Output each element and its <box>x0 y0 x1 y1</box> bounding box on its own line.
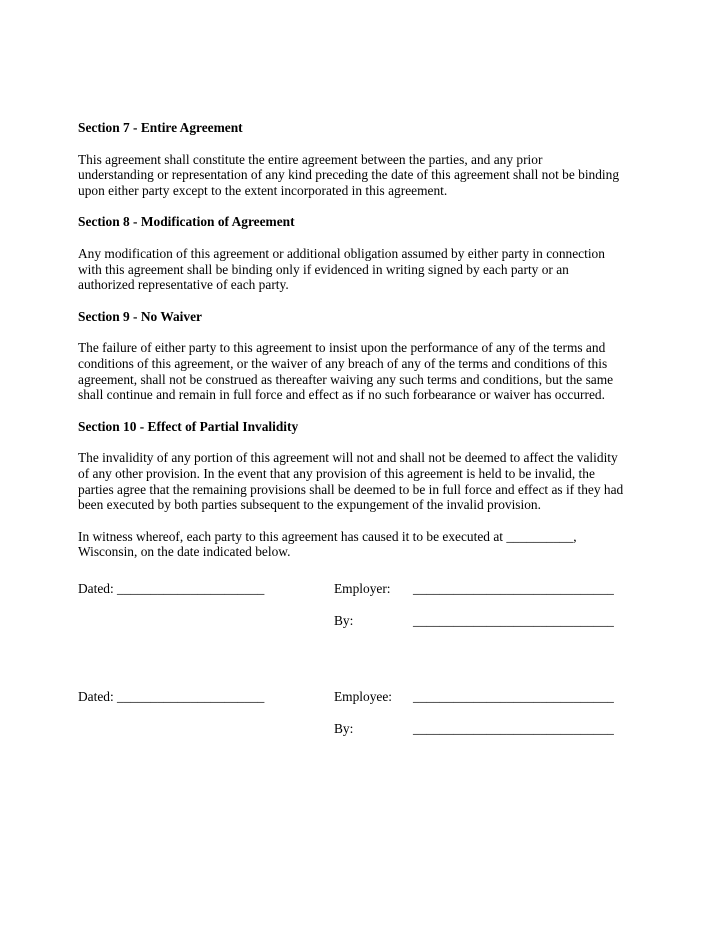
employee-by-line: ______________________________ <box>413 721 614 736</box>
employee-by-label: By: <box>334 721 354 736</box>
employee-dated-line: Dated: ______________________ <box>78 689 265 704</box>
employee-signature-line: ______________________________ <box>413 689 614 704</box>
section-10-text: The invalidity of any portion of this agreement will not and shall not be deemed to affect the validity of any other provision. In the event that any provision of this agreement is held to be invalid, the parties agree that the remaining provisions shall be deemed to be in full force and effect as if they had been executed by both parties subsequent to the expungement of the invalid provision. <box>78 450 624 513</box>
witness-clause: In witness whereof, each party to this agreement has caused it to be executed at __________, Wisconsin, on the date indicated below. <box>78 528 577 560</box>
section-7-heading: Section 7 - Entire Agreement <box>78 120 243 135</box>
section-10-heading: Section 10 - Effect of Partial Invalidity <box>78 418 299 434</box>
section-9-heading: Section 9 - No Waiver <box>78 308 202 324</box>
employer-dated-line: Dated: ______________________ <box>78 581 265 596</box>
section-8-heading: Section 8 - Modification of Agreement <box>78 214 295 230</box>
employer-by-line: ______________________________ <box>413 613 614 628</box>
employer-signature-line: ______________________________ <box>413 581 614 596</box>
employer-by-label: By: <box>334 613 354 628</box>
employee-label: Employee: <box>334 689 393 704</box>
section-8-text: Any modification of this agreement or additional obligation assumed by either party in connection with this agreement shall be binding only if evidenced in writing signed by each party or an authorized representative of each party. <box>78 245 605 293</box>
section-9-text: The failure of either party to this agreement to insist upon the performance of any of the terms and conditions of this agreement, or the waiver of any breach of any of the terms and conditions of this agreement, shall not be construed as thereafter waiving any such terms and conditions, but the same shall continue and remain in full force and effect as if no such forbearance or waiver has occurred. <box>78 340 614 403</box>
employer-label: Employer: <box>334 581 391 596</box>
agreement-body <box>78 120 658 560</box>
section-7-text: This agreement shall constitute the entire agreement between the parties, and any prior understanding or representation of any kind preceding the date of this agreement shall not be binding upon either party except to the extent incorporated in this agreement. <box>78 151 620 198</box>
